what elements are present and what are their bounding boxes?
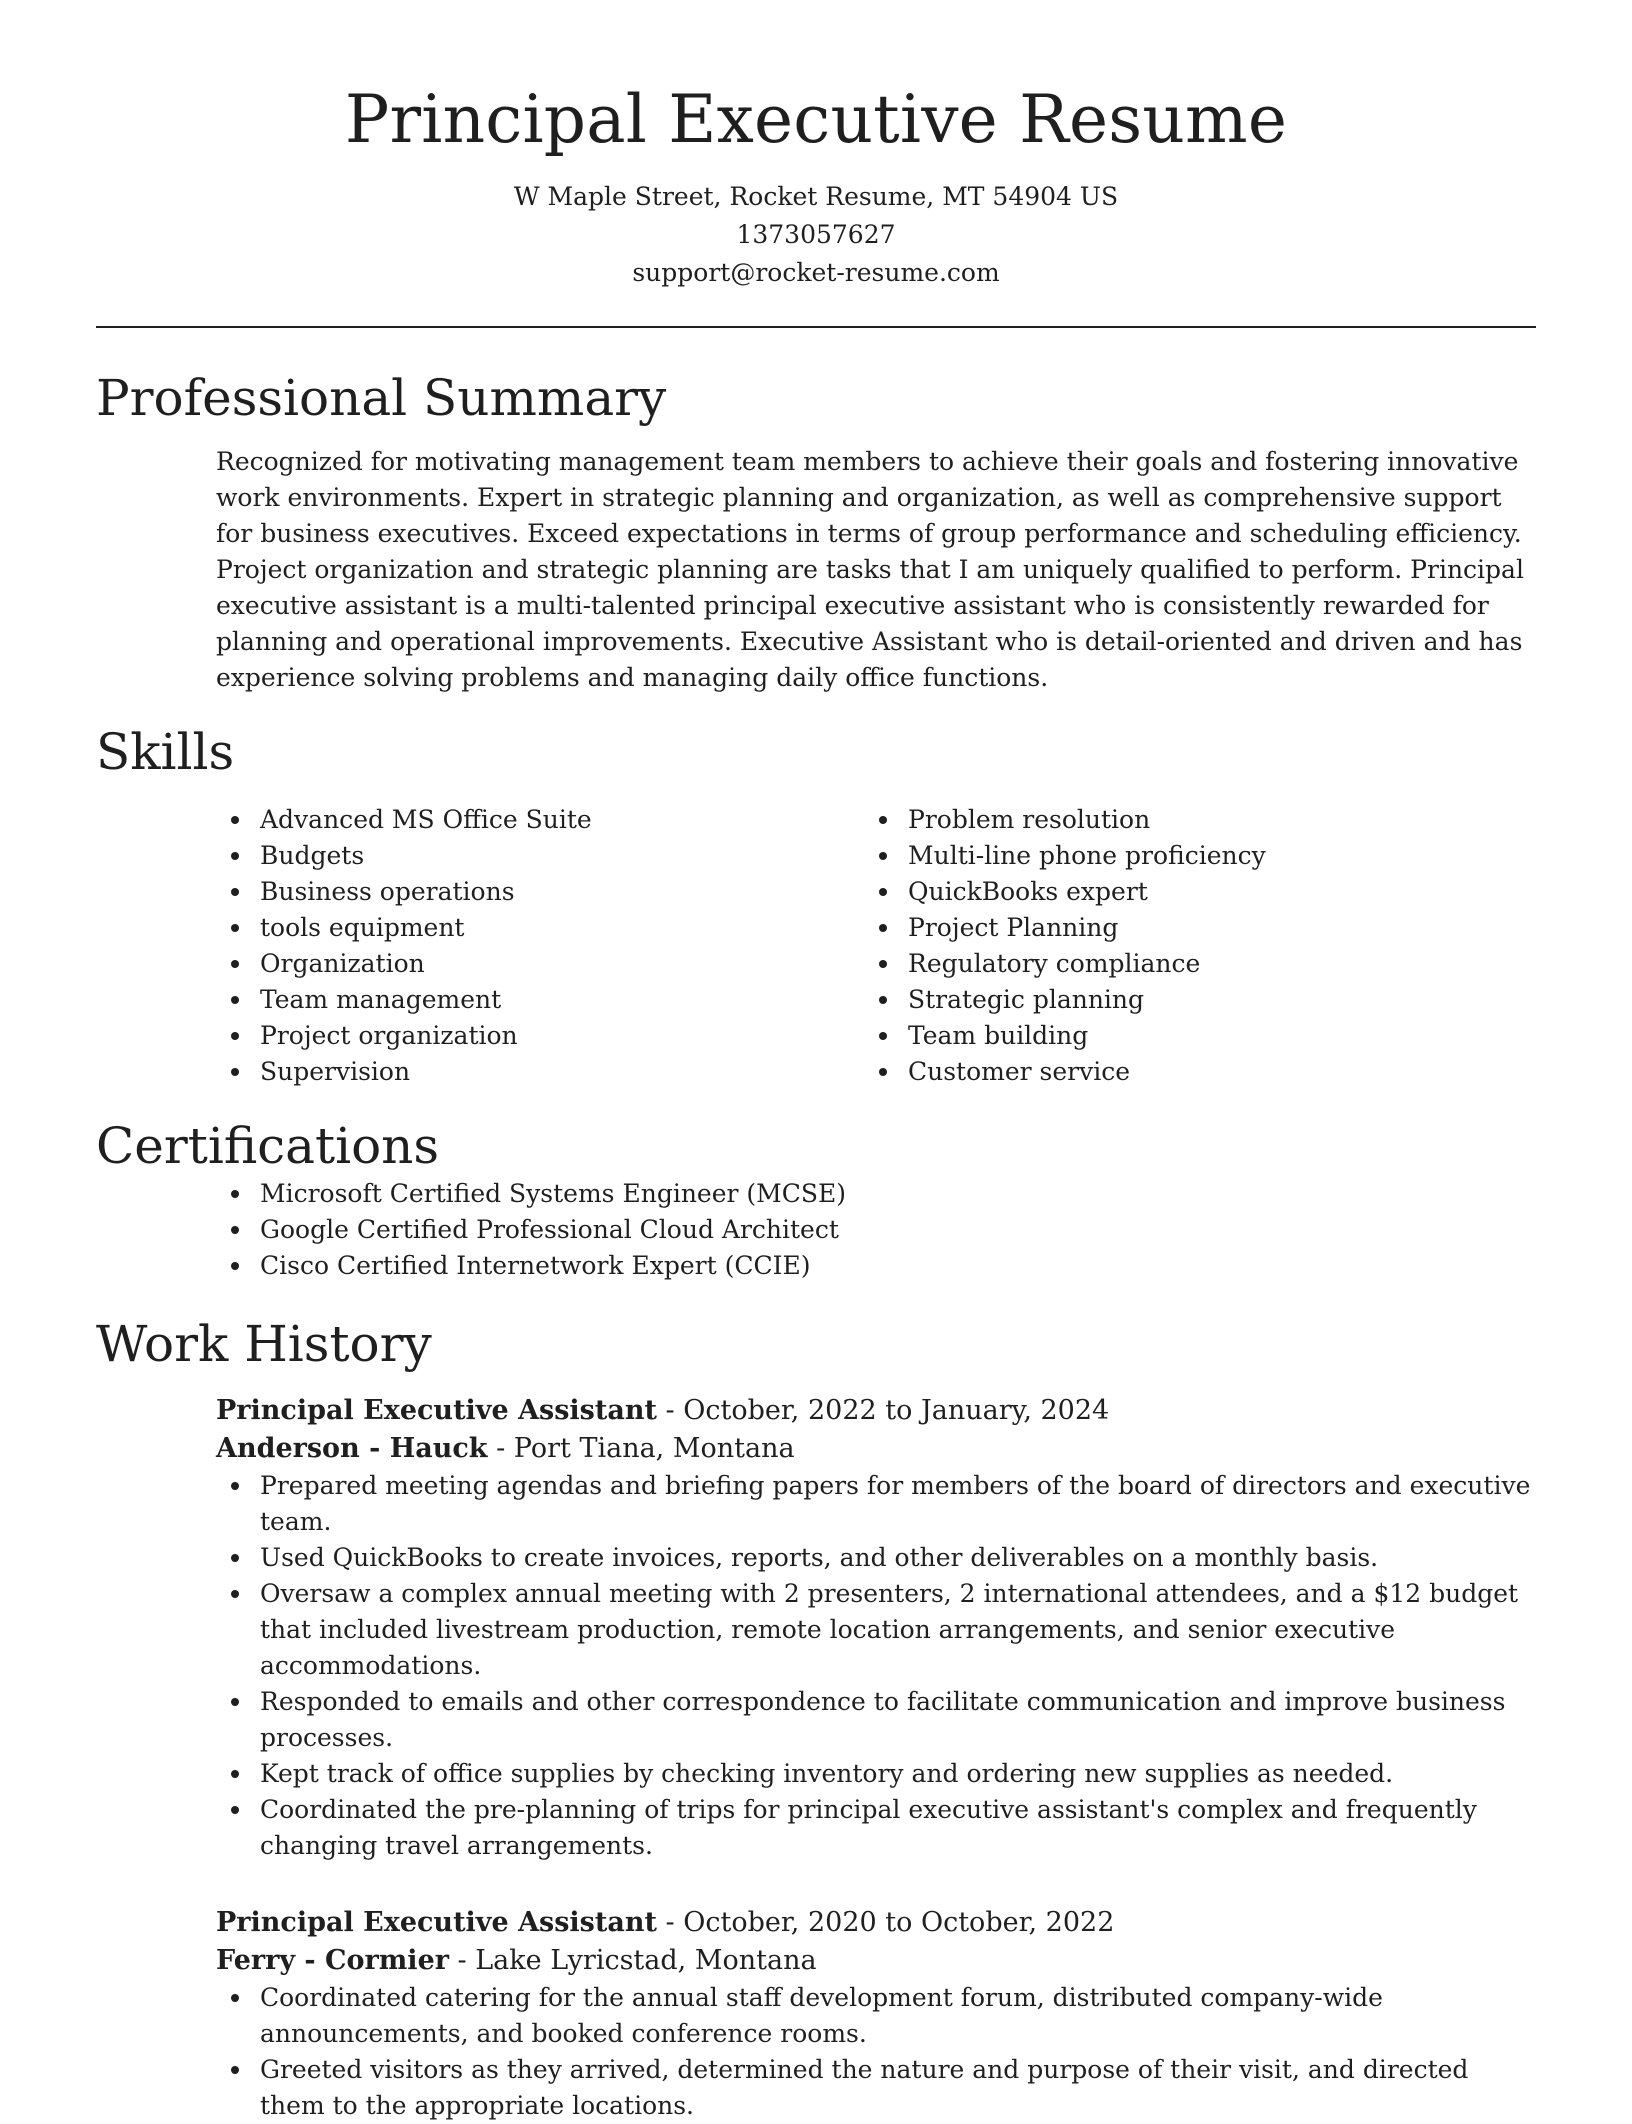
certification-item: Google Certified Professional Cloud Architect xyxy=(260,1212,1536,1248)
certification-item: Microsoft Certified Systems Engineer (MCSE) xyxy=(260,1176,1536,1212)
skill-item: QuickBooks expert xyxy=(908,874,1446,910)
skill-item: Multi-line phone proficiency xyxy=(908,838,1446,874)
certification-item: Cisco Certified Internetwork Expert (CCIE) xyxy=(260,1248,1536,1284)
skill-item: Budgets xyxy=(260,838,746,874)
skill-item: Team management xyxy=(260,982,746,1018)
certifications-list xyxy=(96,1176,1536,1284)
contact-email: support@rocket-resume.com xyxy=(632,257,1000,287)
job-company-line xyxy=(216,1430,1536,1468)
job-duty: Oversaw a complex annual meeting with 2 presenters, 2 international attendees, and a $12 budget that included livestream production, remote location arrangements, and senior executive accommodations. xyxy=(260,1576,1536,1684)
work-history-heading: Work History xyxy=(96,1314,432,1373)
job-duty: Responded to emails and other correspondence to facilitate communication and improve business processes. xyxy=(260,1684,1536,1756)
skills-grid xyxy=(96,802,1536,1090)
job-location: - Lake Lyricstad, Montana xyxy=(448,1944,817,1976)
skill-item: Business operations xyxy=(260,874,746,910)
skills-list-left xyxy=(96,802,746,1090)
job-duty: Prepared meeting agendas and briefing papers for members of the board of directors and executive team. xyxy=(260,1468,1536,1540)
skill-item: Project Planning xyxy=(908,910,1446,946)
skills-column-left xyxy=(96,802,746,1090)
job-location: - Port Tiana, Montana xyxy=(487,1432,795,1464)
job-dates: - October, 2022 to January, 2024 xyxy=(656,1394,1110,1426)
certifications-section xyxy=(96,1116,1536,1284)
job-entry xyxy=(216,1392,1536,1864)
contact-phone: 1373057627 xyxy=(736,219,896,249)
job-duty: Kept track of office supplies by checking inventory and ordering new supplies as needed. xyxy=(260,1756,1536,1792)
job-duty: Coordinated the pre-planning of trips for principal executive assistant's complex and frequently changing travel arrangements. xyxy=(260,1792,1536,1864)
summary-section xyxy=(96,368,1536,696)
job-dates: - October, 2020 to October, 2022 xyxy=(656,1906,1115,1938)
job-company-line xyxy=(216,1942,1536,1980)
skill-item: Customer service xyxy=(908,1054,1446,1090)
job-company: Ferry - Cormier xyxy=(216,1944,449,1976)
skill-item: Supervision xyxy=(260,1054,746,1090)
skill-item: Regulatory compliance xyxy=(908,946,1446,982)
skill-item: Team building xyxy=(908,1018,1446,1054)
job-role: Principal Executive Assistant xyxy=(216,1394,657,1426)
skills-column-right xyxy=(746,802,1446,1090)
resume-title: Principal Executive Resume xyxy=(344,81,1288,158)
job-duty: Greeted visitors as they arrived, determined the nature and purpose of their visit, and directed them to the appropriate locations. xyxy=(260,2052,1536,2124)
job-duties-list xyxy=(216,1980,1536,2124)
contact-address: W Maple Street, Rocket Resume, MT 54904 US xyxy=(513,181,1119,211)
skills-heading: Skills xyxy=(96,722,235,781)
skill-item: tools equipment xyxy=(260,910,746,946)
job-role: Principal Executive Assistant xyxy=(216,1906,657,1938)
skill-item: Problem resolution xyxy=(908,802,1446,838)
resume-header xyxy=(96,0,1536,292)
skill-item: Organization xyxy=(260,946,746,982)
job-title-line xyxy=(216,1392,1536,1430)
certifications-heading: Certifications xyxy=(96,1116,440,1175)
summary-text: Recognized for motivating management team members to achieve their goals and fostering innovative work environments. Expert in strategic planning and organization, as well as comprehensive support for business executives. Exceed expectations in terms of group performance and scheduling efficiency. Project organization and strategic planning are tasks that I am uniquely qualified to perform. Principal executive assistant is a multi-talented principal executive assistant who is consistently rewarded for planning and operational improvements. Executive Assistant who is detail-oriented and driven and has experience solving problems and managing daily office functions. xyxy=(216,446,1524,692)
job-duty: Used QuickBooks to create invoices, reports, and other deliverables on a monthly basis. xyxy=(260,1540,1536,1576)
skills-list-right xyxy=(746,802,1446,1090)
job-duties-list xyxy=(216,1468,1536,1864)
job-duty: Coordinated catering for the annual staff development forum, distributed company-wide announcements, and booked conference rooms. xyxy=(260,1980,1536,2052)
work-history-section xyxy=(96,1314,1536,2124)
skill-item: Strategic planning xyxy=(908,982,1446,1018)
header-divider xyxy=(96,326,1536,328)
skill-item: Project organization xyxy=(260,1018,746,1054)
contact-block xyxy=(96,178,1536,292)
skill-item: Advanced MS Office Suite xyxy=(260,802,746,838)
job-company: Anderson - Hauck xyxy=(216,1432,488,1464)
skills-section xyxy=(96,722,1536,1090)
job-title-line xyxy=(216,1904,1536,1942)
summary-heading: Professional Summary xyxy=(96,368,667,427)
job-entry xyxy=(216,1904,1536,2124)
